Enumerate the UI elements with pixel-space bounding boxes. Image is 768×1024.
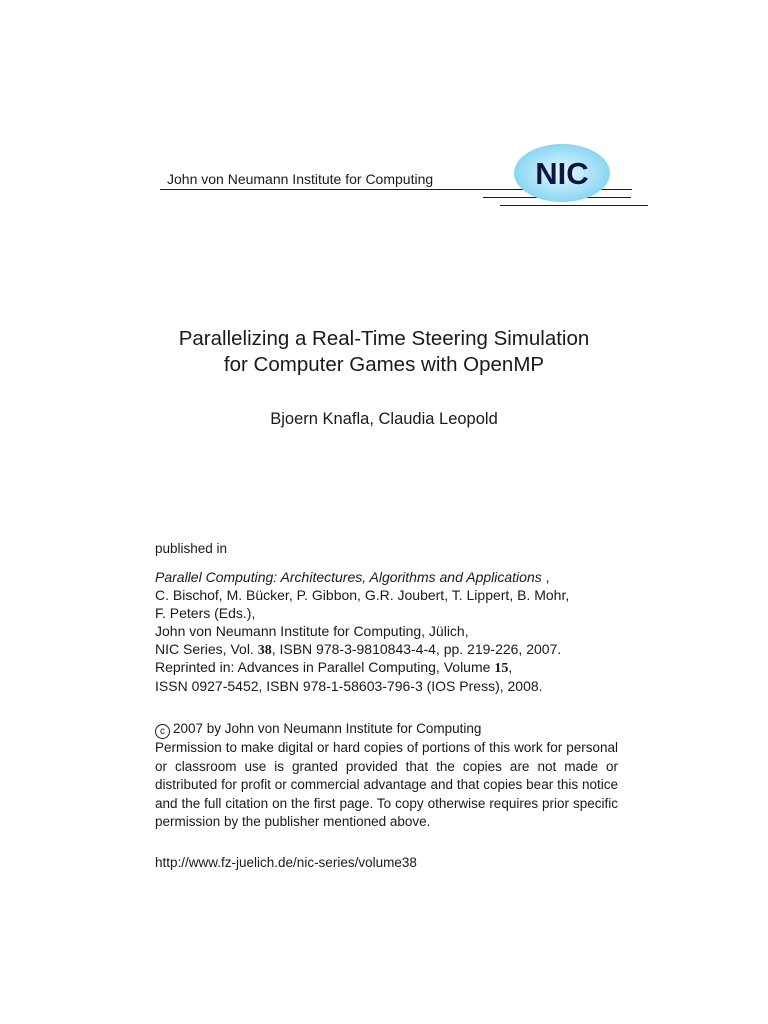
- permission-notice: Permission to make digital or hard copies of portions of this work for personal or classroom use is granted provided that the copies are not made or distributed for profit or commercial advantage and that copies bear this notice and the full citation on the first page. To copy otherwise requires prior specific permission by the publisher mentioned above.: [155, 740, 618, 829]
- editors-line-1: C. Bischof, M. Bücker, P. Gibbon, G.R. Joubert, T. Lippert, B. Mohr,: [155, 587, 570, 603]
- series-suffix: , ISBN 978-3-9810843-4-4, pp. 219-226, 2007.: [271, 641, 562, 657]
- nic-logo: [510, 143, 615, 203]
- venue-suffix: ,: [541, 569, 550, 585]
- reprint-prefix: Reprinted in: Advances in Parallel Computing, Volume: [155, 659, 495, 675]
- reprint-suffix: ,: [508, 659, 513, 675]
- institute-name: John von Neumann Institute for Computing: [167, 171, 434, 187]
- reprint-volume: 15: [494, 661, 509, 676]
- reprint-line-1: [155, 659, 512, 677]
- paper-authors: Bjoern Knafla, Claudia Leopold: [270, 410, 498, 428]
- published-in-label: published in: [155, 541, 228, 556]
- paper-title-line-2: for Computer Games with OpenMP: [223, 353, 545, 376]
- copyright-icon: c: [155, 724, 170, 739]
- copyright-text: 2007 by John von Neumann Institute for Computing: [173, 721, 482, 736]
- copyright-line: [155, 721, 481, 739]
- series-prefix: NIC Series, Vol.: [155, 641, 258, 657]
- header-rule-offset: [500, 205, 648, 206]
- series-volume: 38: [257, 643, 272, 658]
- nic-logo-text: NIC: [535, 156, 589, 191]
- publisher-line: John von Neumann Institute for Computing, Jülich,: [155, 623, 469, 639]
- series-url-link[interactable]: http://www.fz-juelich.de/nic-series/volume38: [155, 855, 417, 870]
- series-line: [155, 641, 561, 659]
- venue-title: Parallel Computing: Architectures, Algorithms and Applications: [155, 569, 542, 585]
- reprint-line-2: ISSN 0927-5452, ISBN 978-1-58603-796-3 (IOS Press), 2008.: [155, 678, 543, 694]
- editors-line-2: F. Peters (Eds.),: [155, 605, 256, 621]
- venue-line: [155, 569, 550, 585]
- paper-title-line-1: Parallelizing a Real-Time Steering Simulation: [178, 327, 590, 350]
